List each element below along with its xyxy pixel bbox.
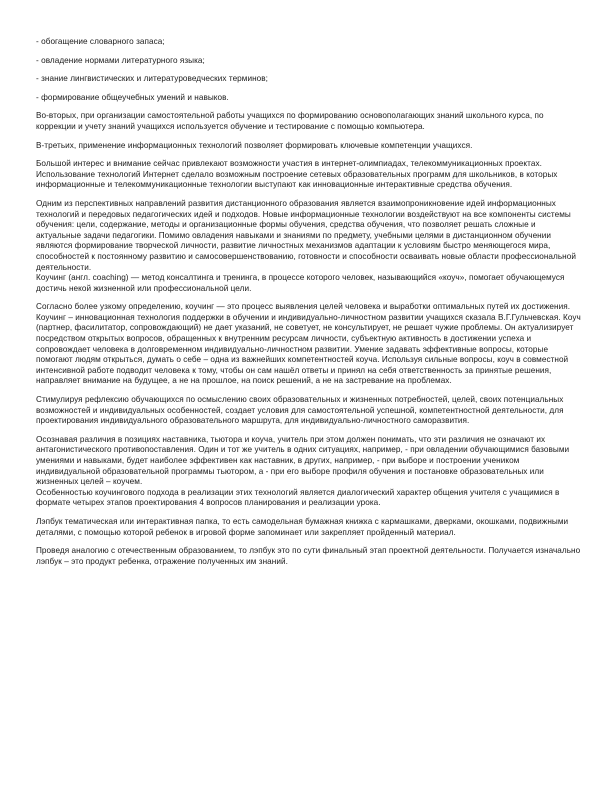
paragraph: Проведя аналогию с отечественным образованием, то лэпбук это по сути финальный этап проектной деятельности. Получается изначально лэпбук – это продукт ребенка, отражение полученных им знаний. bbox=[36, 546, 581, 566]
document-page bbox=[36, 37, 582, 567]
list-item: - овладение нормами литературного языка; bbox=[36, 55, 205, 65]
paragraph: Стимулируя рефлексию обучающихся по осмыслению своих образовательных и жизненных потребностей, целей, своих потенциальных возможностей и индивидуальных особенностей, создает условия для самостоятельной успешной, компетентностной деятельности, для проектирования индивидуального образовательного маршрута, для индивидуально-личностного саморазвития. bbox=[36, 395, 564, 426]
paragraph: Большой интерес и внимание сейчас привлекают возможности участия в интернет-олимпиадах, телекоммуникационных проектах. Использование технологий Интернет сделало возможным построение сетевых образовательных программ для школьников, в которых информационные и телекоммуникационные технологии выступают как инновационные интерактивные средства обучения. bbox=[36, 159, 558, 190]
paragraph: Осознавая различия в позициях наставника, тьютора и коуча, учитель при этом должен понимать, что эти различия не означают их антагонистического противопоставления. Один и тот же учитель в одних ситуациях, например, - при овладении обучающимися базовыми умениями и навыками, будет наиболее эффективен как наставник, в других, например, - при выборе и построении учеником индивидуальной образовательной программы тьютором, а - при его выборе профиля обучения и постановке образовательных или жизненных целей – коучем. bbox=[36, 434, 570, 487]
paragraph: Особенностью коучингового подхода в реализации этих технологий является диалогический характер общения учителя с учащимися в формате четырех этапов проектирования 4 вопросов планирования и реализации урока. bbox=[36, 487, 560, 508]
paragraph: Согласно более узкому определению, коучинг — это процесс выявления целей человека и выработки оптимальных путей их достижения. bbox=[36, 302, 571, 312]
paragraph: Коучинг – инновационная технология поддержки в обучении и индивидуально-личностном развитии учащихся сказала В.Г.Гульчевская. Коуч (партнер, фасилитатор, сопровождающий) не дает указаний, не советует, не консультирует, не решает чужие проблемы. Он актуализирует посредством открытых вопросов, обращенных к внутренним ресурсам личности, субъектную активность в достижении успеха и сопровождает человека в долговременном индивидуально-личностном развитии. Умение задавать эффективные вопросы, которые помогают людям открыться, думать о себе – одна из важнейших компетентностей коуча. Используя сильные вопросы, коуч в совместной интенсивной работе подводит человека к тому, чтобы он сам нашёл ответы и принял на себя ответственность за принятые решения, направляет внимание на будущее, а не на прошлое, на поиск решений, а не на застревание на проблемах. bbox=[36, 312, 581, 386]
paragraph: Лэпбук тематическая или интерактивная папка, то есть самодельная бумажная книжка с кармашками, дверками, окошками, подвижными деталями, с помощью которой ребенок в игровой форме запоминает или закрепляет пройденный материал. bbox=[36, 516, 569, 537]
list-item: - формирование общеучебных умений и навыков. bbox=[36, 92, 229, 102]
paragraph: Одним из перспективных направлений развития дистанционного образования является взаимопроникновение идей информационных технологий и передовых педагогических идей и подходов. Новые информационные технологии воздействуют на все компоненты системы обучения: цели, содержание, методы и организационные формы обучения, средства обучения, что позволяет решать сложные и актуальные задачи педагогики. Помимо овладения навыками и знаниями по предмету, учебными целями в дистанционном обучении являются формирование творческой личности, развитие личностных механизмов адаптации к условиям быстро меняющегося мира, способностей к постоянному развитию и самосовершенствованию, готовности и способности осваивать новые области профессиональной деятельности. bbox=[36, 198, 576, 272]
list-item: - обогащение словарного запаса; bbox=[36, 37, 165, 46]
paragraph: Коучинг (англ. coaching) — метод консалтинга и тренинга, в процессе которого человек, называющийся «коуч», помогает обучающемуся достичь некой жизненной или профессиональной цели. bbox=[36, 273, 565, 293]
paragraph: Во-вторых, при организации самостоятельной работы учащихся по формированию основополагающих знаний школьного курса, по коррекции и учету знаний учащихся используется обучение и тестирование с помощью компьютера. bbox=[36, 111, 544, 131]
list-item: - знание лингвистических и литературоведческих терминов; bbox=[36, 74, 268, 84]
paragraph: В-третьих, применение информационных технологий позволяет формировать ключевые компетенции учащихся. bbox=[36, 140, 473, 150]
